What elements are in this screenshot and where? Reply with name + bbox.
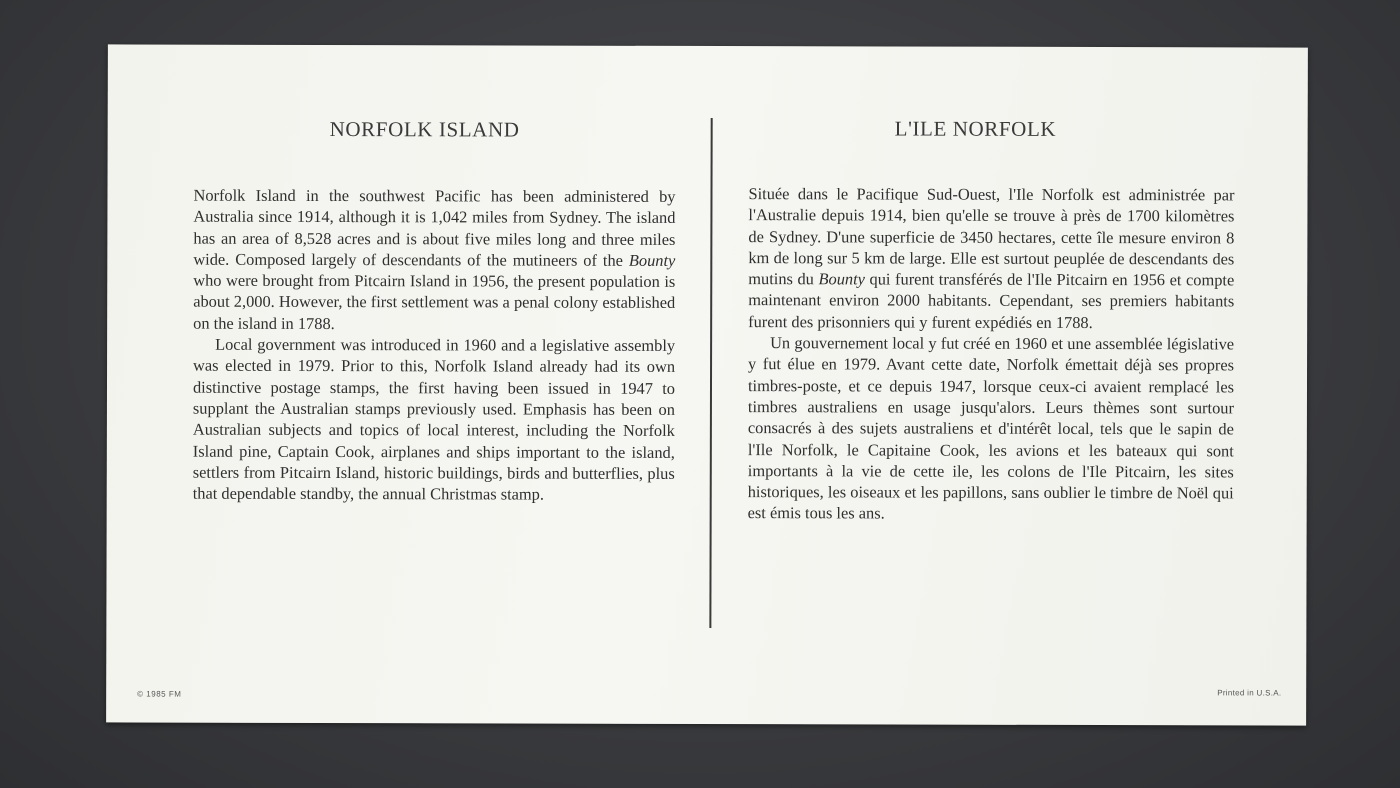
- english-paragraph-1: [193, 185, 675, 335]
- english-ship-name: Bounty: [628, 250, 676, 270]
- french-title: L'ILE NORFOLK: [894, 116, 1057, 141]
- french-paragraph-2: Un gouvernement local y fut créé en 1960 et une assemblée législative y fut élue en 1979. Avant cette date, Norfolk émettait déjà ses propres timbres-poste, et ce depuis 1947, lorsque ceux-ci avaient remplacé les timbres australiens en usage jusqu'alors. Leurs thèmes sont surtour consacrés à des sujets australiens et d'intérêt local, tels que le sapin de l'Ile Norfolk, le Capitaine Cook, les avions et les bateaux qui sont importants à la vie de cette ile, les colons de l'Ile Pitcairn, les sites historiques, les oiseaux et les papillons, sans oublier le timbre de Noël qui est émis tous les ans.: [747, 333, 1235, 523]
- english-paragraph-1-end: who were brought from Pitcairn Island in 1956, the present population is about 2,000. However, the first settlement was a penal colony established on the island in 1788.: [193, 270, 676, 333]
- english-title: NORFOLK ISLAND: [329, 117, 520, 142]
- french-ship-name: Bounty: [818, 269, 865, 289]
- french-paragraph-1: [748, 183, 1234, 333]
- insert-card: [106, 44, 1308, 725]
- copyright-note: © 1985 FM: [137, 689, 182, 699]
- english-paragraph-1-start: Norfolk Island in the southwest Pacific has been administered by Australia since 1914, although it is 1,042 miles from Sydney. The island has an area of 8,528 acres and is about five miles long and three miles wide. Composed largely of descendants of the mutineers of the: [193, 185, 676, 270]
- printed-in-note: Printed in U.S.A.: [1217, 688, 1282, 698]
- french-paragraph-1-start: Située dans le Pacifique Sud-Ouest, l'Ile Norfolk est administrée par l'Australie depuis 1914, bien qu'elle se trouve à près de 1700 kilomètres de Sydney. D'une superficie de 3450 hectares, cette île mesure environ 8 km de long sur 5 km de large. Elle est surtout peuplée de descendants des mutins du: [748, 184, 1235, 289]
- french-paragraph-1-end: qui furent transférés de l'Ile Pitcairn en 1956 et compte maintenant environ 2000 habitants. Cependant, ses premiers habitants furent des prisonniers qui y furent expédiés en 1788.: [748, 269, 1235, 332]
- column-divider: [709, 118, 712, 628]
- french-text-block: [748, 183, 1235, 525]
- english-paragraph-2: Local government was introduced in 1960 and a legislative assembly was elected in 1979. Prior to this, Norfolk Island already had its own distinctive postage stamps, the first having been issued in 1947 to supplant the Australian stamps previously used. Emphasis has been on Australian subjects and topics of local interest, including the Norfolk Island pine, Captain Cook, airplanes and ships important to the island, settlers from Pitcairn Island, historic buildings, birds and butterflies, plus that dependable standby, the annual Christmas stamp.: [192, 334, 676, 504]
- english-text-block: [193, 185, 676, 506]
